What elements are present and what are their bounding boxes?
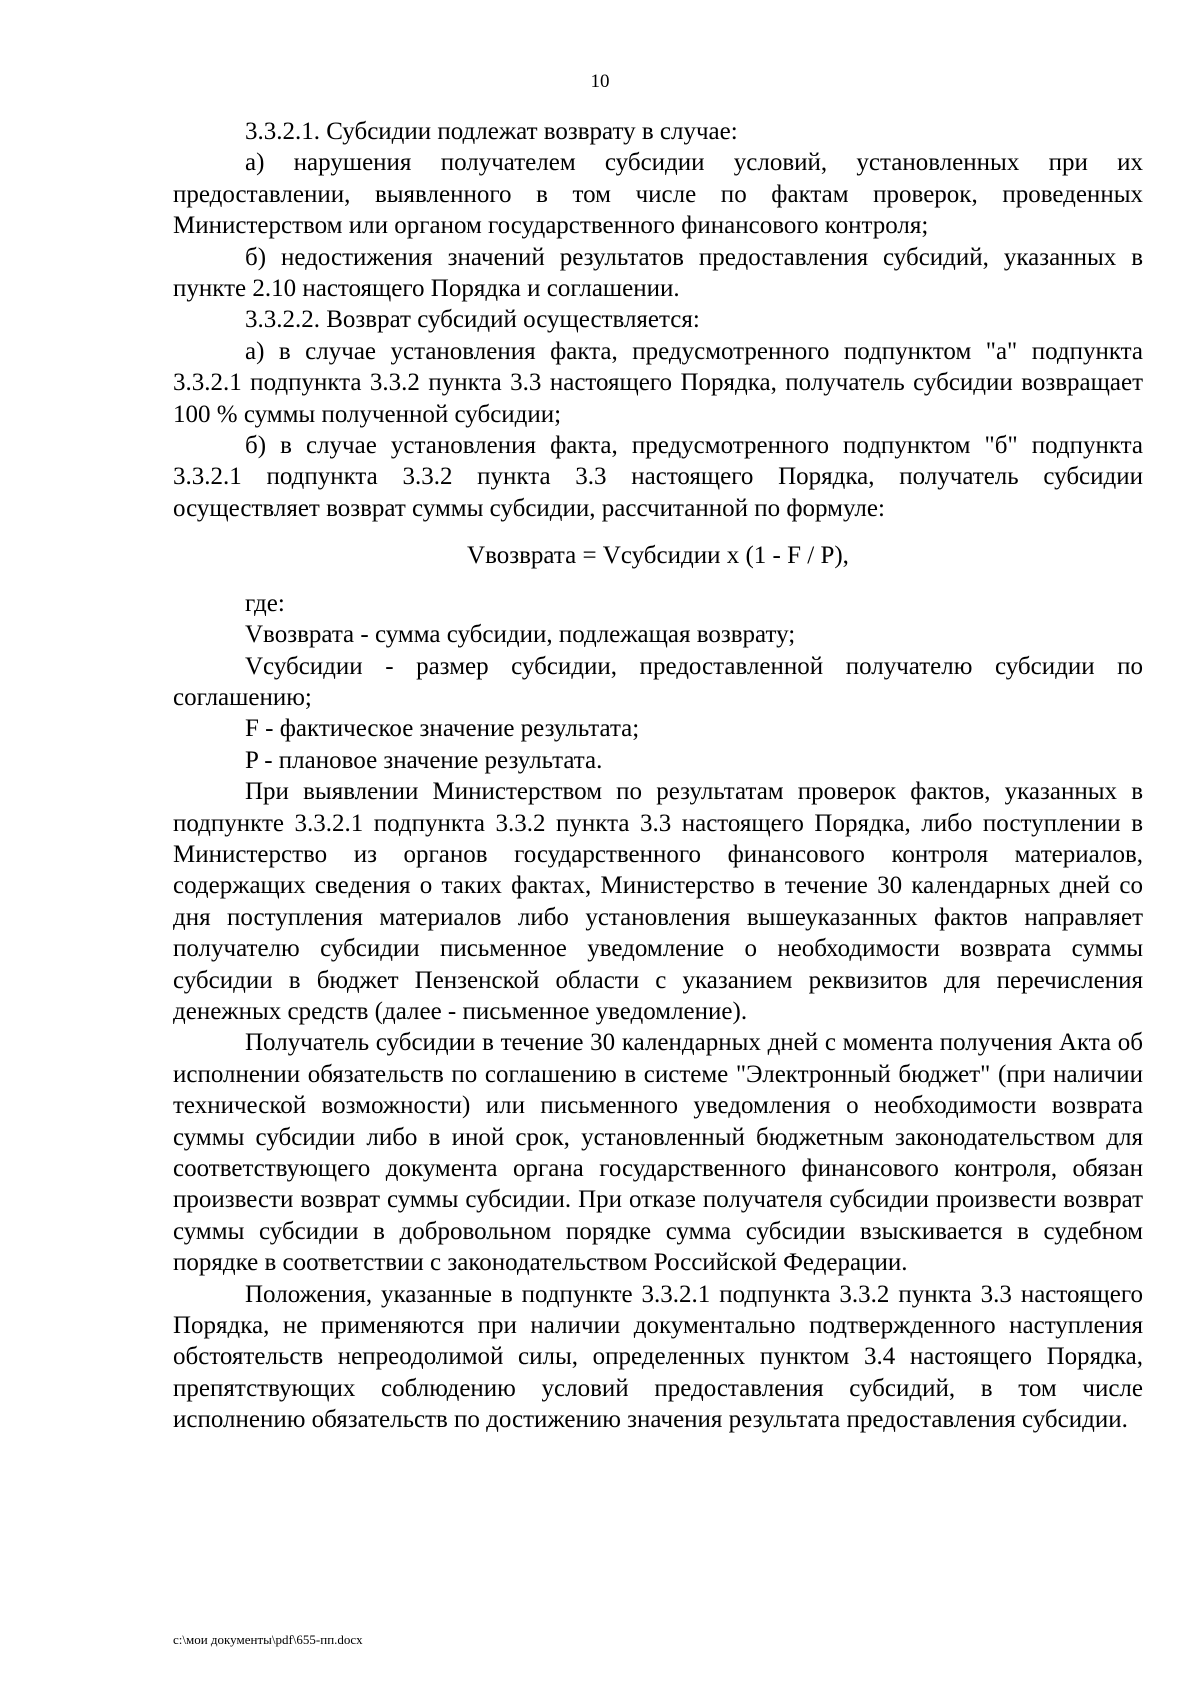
definition-v-subsidy: Vсубсидии - размер субсидии, предоставленной получателю субсидии по соглашению;: [173, 652, 1143, 711]
paragraph-return-b: б) в случае установления факта, предусмотренного подпунктом "б" подпункта 3.3.2.1 подпункта 3.3.2 пункта 3.3 настоящего Порядка, получатель субсидии осуществляет возврат суммы субсидии, рассчитанной по формуле:: [173, 432, 1143, 522]
paragraph-recipient-return: Получатель субсидии в течение 30 календарных дней с момента получения Акта об исполнении обязательств по соглашению в системе "Электронный бюджет" (при наличии технической возможности) или письменного уведомления о необходимости возврата суммы субсидии либо в иной срок, установленный бюджетным законодательством для соответствующего документа органа государственного финансового контроля, обязан произвести возврат суммы субсидии. При отказе получателя субсидии произвести возврат суммы субсидии в добровольном порядке сумма субсидии взыскивается в судебном порядке в соответствии с законодательством Российской Федерации.: [173, 1029, 1143, 1277]
paragraph-item-b: б) недостижения значений результатов предоставления субсидий, указанных в пункте 2.10 настоящего Порядка и соглашении.: [173, 243, 1143, 303]
definition-f: F - фактическое значение результата;: [245, 715, 640, 743]
paragraph-where: где:: [245, 589, 285, 617]
paragraph-item-a: а) нарушения получателем субсидии условий, установленных при их предоставлении, выявленного в том числе по фактам проверок, проведенных Министерством или органом государственного финансового контроля;: [173, 149, 1143, 240]
formula: Vвозврата = Vсубсидии x (1 - F / P),: [467, 542, 849, 570]
document-body: [173, 116, 1143, 1436]
page-number: 10: [590, 71, 610, 92]
paragraph-3-3-2-2: 3.3.2.2. Возврат субсидий осуществляется:: [245, 306, 700, 334]
paragraph-3-3-2-1: 3.3.2.1. Субсидии подлежат возврату в случае:: [245, 118, 738, 145]
definition-p: P - плановое значение результата.: [245, 746, 603, 774]
footer-file-path: c:\мои документы\pdf\655-пп.docx: [173, 1632, 363, 1647]
definition-v-return: Vвозврата - сумма субсидии, подлежащая возврату;: [245, 621, 796, 649]
paragraph-ministry-notice: При выявлении Министерством по результатам проверок фактов, указанных в подпункте 3.3.2.1 подпункта 3.3.2 пункта 3.3 настоящего Порядка, либо поступлении в Министерство из органов государственного финансового контроля материалов, содержащих сведения о таких фактах, Министерство в течение 30 календарных дней со дня поступления материалов либо установления вышеуказанных фактов направляет получателю субсидии письменное уведомление о необходимости возврата суммы субсидии в бюджет Пензенской области с указанием реквизитов для перечисления денежных средств (далее - письменное уведомление).: [173, 778, 1143, 1025]
paragraph-return-a: а) в случае установления факта, предусмотренного подпунктом "а" подпункта 3.3.2.1 подпункта 3.3.2 пункта 3.3 настоящего Порядка, получатель субсидии возвращает 100 % суммы полученной субсидии;: [173, 337, 1143, 428]
paragraph-force-majeure: Положения, указанные в подпункте 3.3.2.1 подпункта 3.3.2 пункта 3.3 настоящего Порядка, не применяются при наличии документально подтвержденного наступления обстоятельств непреодолимой силы, определенных пунктом 3.4 настоящего Порядка, препятствующих соблюдению условий предоставления субсидий, в том числе исполнению обязательств по достижению значения результата предоставления субсидии.: [173, 1280, 1143, 1434]
